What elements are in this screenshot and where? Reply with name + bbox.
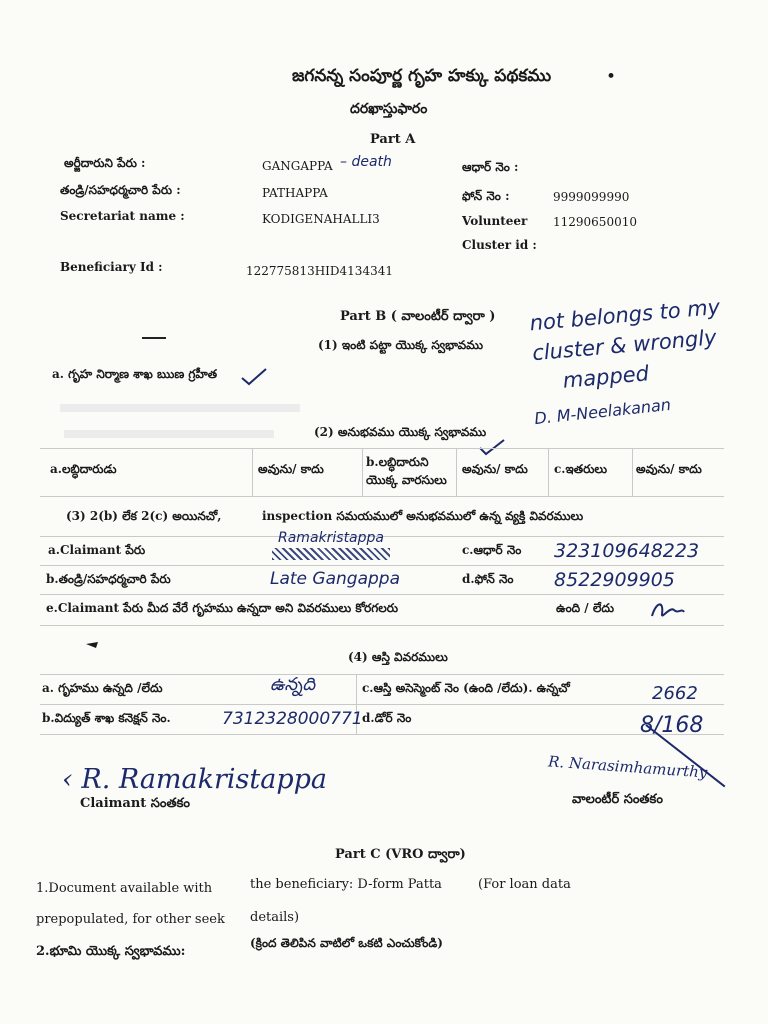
claimant-signature-label: Claimant సంతకం: [80, 796, 191, 811]
applicant-name-value: GANGAPPA: [262, 159, 333, 173]
claimant-father-value: Late Gangappa: [270, 569, 400, 589]
table-border: [362, 448, 363, 496]
table-border: [40, 448, 724, 449]
table-border: [40, 625, 724, 626]
faded-text-row: [60, 404, 300, 412]
others-yes-no: అవును/ కాదు: [636, 462, 702, 476]
land-nature-instruction: (క్రింద తెలిపిన వాటిలో ఒకటి ఎంచుకోండి): [250, 936, 443, 950]
other-house-options: ఉంది / లేదు: [556, 601, 615, 615]
document-line-1-left: 1.Document available with: [36, 881, 213, 896]
claimant-father-label: b.తండ్రి/సహధర్మచారి పేరు: [46, 572, 171, 586]
applicant-death-note: – death: [340, 154, 392, 170]
bullet-dot: •: [606, 67, 617, 87]
phone-label: ఫోన్ నెం :: [462, 189, 510, 203]
other-house-label: e.Claimant పేరు మీద వేరే గృహము ఉన్నదా అని వివరములు కోరగలరు: [46, 601, 399, 615]
section3-heading-right: inspection సమయములో అనుభవములో ఉన్న వ్యక్తి వివరములు: [262, 509, 584, 523]
section4-heading: (4) ఆస్తి వివరములు: [348, 650, 448, 664]
form-title: జగనన్న సంపూర్ణ గృహ హక్కు పథకము: [292, 66, 552, 86]
table-border: [40, 594, 724, 595]
housing-loan-label: a. గృహ నిర్మాణ శాఖ ఋణ గ్రహీత: [52, 367, 218, 381]
secretariat-value: KODIGENAHALLI3: [262, 212, 380, 226]
volunteer-label: Volunteer: [462, 214, 528, 228]
handwritten-note: [528, 292, 726, 398]
cluster-id-label: Cluster id :: [462, 238, 537, 252]
heir-label: b.లబ్ధిదారుని యొక్క వారసులు: [366, 455, 447, 487]
claimant-name-value: Ramakristappa: [278, 530, 384, 546]
door-number-value: 8/168: [640, 713, 704, 738]
part-a-heading: Part A: [370, 132, 416, 147]
asset-number-label: c.ఆస్తి అసెస్మెంట్ నెం (ఉంది /లేదు). ఉన్నచో: [362, 681, 570, 695]
scribble-strikeout: [272, 548, 390, 560]
table-border: [40, 704, 724, 705]
heir-yes-no: అవును/ కాదు: [462, 462, 528, 476]
land-nature-label: 2.భూమి యొక్క స్వభావము:: [36, 944, 186, 959]
claimant-phone-value: 8522909905: [554, 569, 675, 591]
father-name-label: తండ్రి/సహధర్మచారి పేరు :: [60, 183, 181, 197]
father-name-value: PATHAPPA: [262, 186, 328, 200]
document-line-2-mid: details): [250, 910, 300, 925]
initials-scribble-icon: [648, 596, 686, 624]
others-label: c.ఇతరులు: [554, 462, 608, 476]
note-line-3: mapped: [561, 361, 650, 393]
note-line-2: cluster & wrongly: [531, 325, 718, 366]
house-exists-value: ఉన్నది: [270, 674, 316, 695]
faded-text-row: [64, 430, 274, 438]
table-border: [548, 448, 549, 496]
secretariat-label: Secretariat name :: [60, 209, 185, 223]
applicant-name-label: అర్జీదారుని పేరు :: [64, 156, 146, 170]
claimant-aadhar-label: c.ఆధార్ నెం: [462, 543, 522, 557]
section3-heading-left: (3) 2(b) లేక 2(c) అయినచో,: [66, 509, 222, 523]
table-border: [252, 448, 253, 496]
part-b-heading: Part B ( వాలంటీర్ ద్వారా ): [340, 309, 496, 324]
aadhar-label: ఆధార్ నెం :: [462, 160, 519, 174]
dash-mark: [142, 337, 166, 339]
table-border: [40, 496, 724, 497]
door-number-label: d.డోర్ నెం: [362, 711, 412, 725]
electric-connection-label: b.విద్యుత్ శాఖ కనెక్షన్ నెం.: [42, 711, 171, 725]
claimant-phone-label: d.ఫోన్ నెం: [462, 572, 514, 586]
table-border: [40, 734, 724, 735]
section2-heading: (2) అనుభవము యొక్క స్వభావము: [314, 425, 487, 439]
table-border: [456, 448, 457, 496]
form-subtitle: దరఖాస్తుఫారం: [350, 101, 428, 117]
table-border: [632, 448, 633, 496]
document-line-1-right: (For loan data: [478, 877, 571, 892]
claimant-signature: ‹ R. Ramakristappa: [62, 764, 328, 795]
claimant-name-label: a.Claimant పేరు: [48, 543, 146, 557]
section1-heading: (1) ఇంటి పట్టా యొక్క స్వభావము: [318, 338, 483, 352]
document-line-2-left: prepopulated, for other seek: [36, 912, 225, 927]
checkmark-icon: [478, 438, 506, 456]
asset-number-value: 2662: [652, 683, 698, 704]
beneficiary-id-value: 122775813HID4134341: [246, 264, 393, 278]
claimant-aadhar-value: 323109648223: [554, 540, 700, 562]
electric-connection-value: 7312328000771: [222, 709, 363, 729]
house-exists-label: a. గృహము ఉన్నది /లేదు: [42, 681, 163, 695]
note-line-1: not belongs to my: [528, 294, 721, 336]
document-line-1-mid: the beneficiary: D-form Patta: [250, 877, 442, 892]
volunteer-signature: R. Narasimhamurthy: [547, 752, 708, 782]
beneficiary-id-label: Beneficiary Id :: [60, 260, 163, 274]
volunteer-value: 11290650010: [553, 215, 637, 229]
table-border: [40, 674, 724, 675]
beneficiary-yes-no: అవును/ కాదు: [258, 462, 324, 476]
checkmark-icon: [240, 366, 268, 386]
part-c-heading: Part C (VRO ద్వారా): [335, 847, 466, 862]
note-signature: D. M-Neelakanan: [533, 394, 672, 429]
beneficiary-type-label: a.లబ్ధిదారుడు: [50, 462, 117, 476]
table-border: [40, 565, 724, 566]
volunteer-signature-label: వాలంటీర్ సంతకం: [572, 792, 663, 807]
phone-value: 9999099990: [553, 190, 630, 204]
ink-mark-icon: [84, 638, 100, 650]
